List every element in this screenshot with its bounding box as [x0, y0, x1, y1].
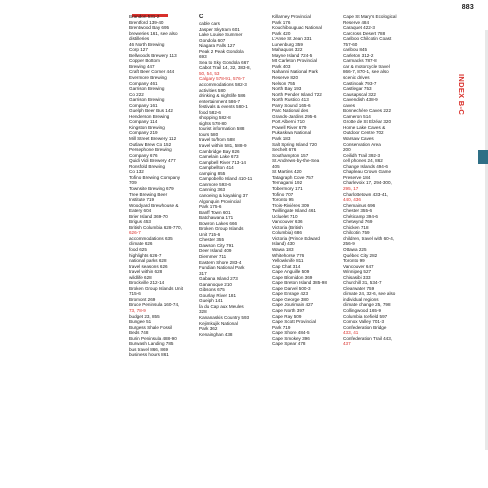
index-entry: Co 132 [129, 169, 144, 175]
index-entry: drinking & nightlife 586 [199, 93, 246, 99]
index-entry: Craft Beer Corner 444 [129, 69, 175, 75]
index-entry: Burwash Landing 785 [129, 341, 174, 347]
index-entry: climate 626 [129, 241, 153, 247]
index-entry: Park 175-6 [199, 204, 222, 210]
index-entry: caribou 845 [343, 47, 368, 53]
index-entry: Bonnechère Caves 222 [343, 108, 392, 114]
index-entry: Brier Island 369-70 [129, 213, 168, 219]
index-entry: Algonquin Provincial [199, 198, 241, 204]
index-entry: 405 [272, 163, 280, 169]
index-entry: Charlevoix 17, 294-300, [343, 180, 392, 186]
index-entry: Ottawa 225 [343, 246, 367, 252]
index-entry: Castlegar 753 [343, 86, 372, 92]
index-entry: Eastern Shore 283-4 [199, 259, 242, 265]
index-entry: Burgess Shale Fossil [129, 324, 173, 330]
index-entry: 440, 436 [343, 197, 361, 203]
index-entry: 437 [343, 341, 351, 347]
index-entry: Tofino Brewing Company [129, 174, 181, 180]
index-entry: Park 420 [272, 30, 291, 36]
index-entry: Burin Peninsula 488-90 [129, 335, 177, 341]
index-entry: Comox Valley 701-3 [343, 319, 385, 325]
index-entry: Bowron Lakes 666 [199, 220, 238, 226]
index-entry: Diemmer 711 [199, 253, 227, 259]
index-entry: Vancouver 647 [343, 263, 374, 269]
index-letter-heading: C [199, 14, 204, 20]
index-entry: accommodations 635 [129, 235, 173, 241]
index-entry: Niagara Falls 127 [199, 43, 236, 49]
index-entry: Batchawana 171 [199, 215, 234, 221]
index-entry: food 625 [129, 246, 147, 252]
index-entry: Lunenburg 359 [272, 41, 303, 47]
index-entry: national parks 628 [129, 258, 167, 264]
index-entry: Cabot Trail 14, 32, 383-8, [199, 65, 251, 71]
index-entry: 693 [199, 54, 207, 60]
index-entry: Confederation Bridge [343, 324, 387, 330]
index-entry: Port Alberni 710 [272, 119, 305, 125]
index-entry: Co 222 [129, 91, 144, 97]
index-entry: Cape Anguille 509 [272, 269, 310, 275]
index-entry: Confederation Trail 443, [343, 335, 393, 341]
index-entry: Canning 363 [199, 187, 226, 193]
index-entry: Brentwood Bay 695 [129, 25, 170, 31]
index-entry: Company 676 [129, 152, 158, 158]
index-entry: Chéticamp 394-6 [343, 213, 378, 219]
index-entry: Kingston Brewing [129, 124, 165, 130]
index-entry: Cape North 397 [272, 307, 305, 313]
index-entry: Beds 748 [129, 330, 149, 336]
index-entry: Chapleau Crown Game [343, 169, 392, 175]
index-entry: North Rustico 413 [272, 97, 309, 103]
index-entry: Calgary 578-91, 576-7 [199, 76, 245, 82]
index-entry: Fundian National Park [199, 265, 245, 271]
index-entry: Bruce Peninsula 160-74, [129, 302, 180, 308]
index-entry: Deer Island 409 [199, 248, 232, 254]
index-entry: Kananaskis Country 593 [199, 314, 250, 320]
index-entry: sights 578-80 [199, 120, 227, 126]
index-entry: North Pender Island 722 [272, 91, 322, 97]
index-entry: canoeing & kayaking 37 [199, 192, 248, 198]
index-entry: Bungee 51 [129, 319, 152, 325]
index-column-4 [343, 14, 411, 347]
index-entry: Cameron 514 [343, 113, 371, 119]
index-entry: Park 719 [272, 324, 291, 330]
index-column-1 [129, 14, 193, 358]
index-entry: 46 North Brewing [129, 41, 165, 47]
index-entry: breweries 161, see also [129, 30, 178, 36]
index-entry: Yellowknife 811 [272, 258, 304, 264]
index-entry: 757-60 [343, 41, 358, 47]
index-entry: Cape Enrage 423 [272, 291, 309, 297]
index-entry: Mill Street Brewery 112 [129, 136, 177, 142]
index-entry: Québec City 282 [343, 252, 378, 258]
index-entry: Brewing 447 [129, 63, 155, 69]
index-entry: Tofino 707 [272, 191, 294, 197]
index-entry: accommodations 582-3 [199, 82, 247, 88]
index-entry: Cariboo Chilcotin Coast [343, 36, 392, 42]
index-entry: 256-9 [343, 241, 355, 247]
index-entry: Company 219 [129, 130, 158, 136]
index-entry: Pukaskwa National [272, 130, 312, 136]
index-entry: Gabana Island 273 [199, 276, 238, 282]
index-entry: Gananoque 210 [199, 281, 232, 287]
index-column-2 [199, 14, 269, 337]
index-entry: Castinoak 793-7 [343, 80, 377, 86]
index-entry: Toronto 99 [343, 258, 365, 264]
index-entry: Chemainus 696 [343, 202, 376, 208]
index-entry: Campobello Island 410-11 [199, 176, 253, 182]
index-entry: Henderson Brewing [129, 113, 170, 119]
index-entry: climate change 25, 798 [343, 302, 391, 308]
index-entry: Gourlay River 181 [199, 292, 237, 298]
index-entry: travel within 628 [129, 269, 163, 275]
index-entry: Trois-Rivières 309 [272, 202, 310, 208]
index-entry: tours 580 [199, 131, 219, 137]
index-entry: Mahaquos 322 [272, 47, 303, 53]
index-entry: travel seasons 626 [129, 263, 168, 269]
index-entry: Toronto 95 [272, 197, 294, 203]
index-entry: Garrison Brewing [129, 86, 165, 92]
index-entry: Woodyard Brewhouse & [129, 202, 179, 208]
index-entry: travel within 581, 588-9 [199, 143, 247, 149]
index-entry: children, travel with 60-4, [343, 235, 395, 241]
index-entry: Mt Carleton Provincial [272, 58, 317, 64]
index-entry: Churchill 31, 534-7 [343, 280, 382, 286]
index-entry: Gibsons 675 [199, 287, 225, 293]
index-entry: Sea to Sky Gondola 667 [199, 59, 249, 65]
index-entry: Broken Group Islands Unit [129, 285, 183, 291]
index-entry: Grands-Jardins 295-6 [272, 113, 317, 119]
index-entry: Outlaw Brew Co 152 [129, 141, 172, 147]
index-entry: Twillingate Island 461 [272, 208, 316, 214]
index-entry: Tatagraph Cove 757 [272, 174, 314, 180]
index-entry: 200 [343, 147, 351, 153]
index-entry: Evermore Brewing [129, 75, 167, 81]
sidebar-index-label: INDEX B-C [457, 74, 466, 116]
index-entry: Gueiph 141 [199, 298, 223, 304]
page-number: 883 [461, 4, 474, 11]
index-entry: Park 403 [272, 63, 291, 69]
index-entry: 328 [199, 309, 207, 315]
index-entry: Whitehorse 776 [272, 252, 305, 258]
index-entry: Cavendish 438-9 [343, 97, 378, 103]
index-entry: Reserve 484 [343, 19, 370, 25]
index-entry: Parc National des [272, 108, 309, 114]
index-entry: Winnipeg 527 [343, 269, 372, 275]
index-entry: Cape Spear 478 [272, 341, 306, 347]
index-entry: wildlife 628 [129, 274, 152, 280]
index-entry: Campbellton 414 [199, 165, 234, 171]
index-entry: Carleton 312-2 [343, 52, 374, 58]
index-entry: Nahanni National Park [272, 69, 318, 75]
index-entry: 433, 41 [343, 330, 359, 336]
index-entry: Cape Scott Provincial [272, 319, 316, 325]
index-entry: Kenainghan 438 [199, 331, 233, 337]
index-entry: budget 23, 855 [129, 313, 160, 319]
index-entry: Tobermory 171 [272, 185, 303, 191]
index-entry: Causapscal 322 [343, 91, 376, 97]
index-entry: cable cars [199, 21, 220, 26]
index-entry: Victoria (British [272, 224, 303, 230]
index-entry: 73, 78-9 [129, 307, 146, 313]
index-entry: Dawson City 791 [199, 242, 234, 248]
index-entry: 50, 54, 53 [199, 70, 220, 76]
index-entry: Bellwoods Brewery 113 [129, 52, 177, 58]
index-entry: tourist information 588 [199, 126, 245, 132]
index-entry: scenic drives [343, 75, 370, 81]
index-entry: Brentford 139-40 [129, 19, 164, 25]
index-entry: Bromont 269 [129, 296, 156, 302]
chapter-edge-tab [478, 150, 488, 164]
index-entry: British Columbia 628-770, [129, 224, 182, 230]
index-entry: Park 176 [272, 19, 291, 25]
index-entry: Salt Spring Island 720 [272, 141, 317, 147]
index-entry: Kouchibouguac National [272, 25, 322, 31]
index-entry: Îa du Cap aux Meules [199, 303, 244, 309]
index-entry: Parry Sound 165-6 [272, 102, 311, 108]
index-entry: Canmore 593-6 [199, 181, 231, 187]
index-entry: Cape Smokey 396 [272, 335, 310, 341]
index-entry: Conservation Area [343, 141, 381, 147]
index-entry: Park 183 [272, 136, 291, 142]
index-entry: business hours 861 [129, 352, 169, 358]
index-entry: Columbia Icefield 597 [343, 313, 388, 319]
index-entry: Warsaw Caves [343, 136, 374, 142]
index-entry: Tree Brewing Beer [129, 191, 168, 197]
index-entry: festivals & events 580-1 [199, 104, 248, 110]
index-entry: individual regions [343, 296, 379, 302]
index-entry: Powell River 679 [272, 124, 307, 130]
index-entry: Chester 355 [199, 237, 225, 243]
index-entry: Broken Group Islands [199, 226, 244, 232]
index-entry: Chetwynd 769 [343, 219, 373, 225]
index-entry: St Andrews-by-the-Sea [272, 158, 320, 164]
index-entry: Southampton 157 [272, 152, 309, 158]
index-entry: Clearwater 759 [343, 285, 375, 291]
index-entry: Chilcotin 759 [343, 230, 370, 236]
index-entry: Townsite Brewing 679 [129, 185, 174, 191]
index-entry: Nelson 755 [272, 80, 296, 86]
index-entry: Chisasibi 333 [343, 274, 371, 280]
index-entry: Kejimkujik National [199, 320, 238, 326]
index-entry: Company 461 [129, 80, 158, 86]
index-entry: Reserve 820 [272, 75, 299, 81]
index-entry: Jasper Skytram 601 [199, 26, 240, 32]
index-entry: Home Lake Caves & [343, 124, 386, 130]
index-entry: Persephone Brewing [129, 147, 172, 153]
index-entry: Banff Town 601 [199, 209, 231, 215]
index-entry: Gondola 607 [199, 37, 226, 43]
index-entry: shopping 582-8 [199, 115, 231, 121]
index-entry: North Bay 193 [272, 86, 302, 92]
index-entry: 709 [129, 180, 137, 186]
index-entry: Guelph Beer Bus 142 [129, 108, 173, 114]
index-entry: Peak 2 Peak Gondola [199, 48, 244, 54]
index-entry: Collingwood 165-9 [343, 307, 382, 313]
index-entry: Outdoor Centre 702 [343, 130, 384, 136]
index-entry: St Martins 420 [272, 169, 302, 175]
index-entry: Campbell River 713-14 [199, 159, 246, 165]
index-entry: Cambridge Bay 826 [199, 148, 240, 154]
index-entry: Chicken 718 [343, 224, 369, 230]
index-entry: Victoria (Prince Edward [272, 235, 320, 241]
index-entry: Park 362 [199, 326, 218, 332]
index-column-3 [272, 14, 340, 347]
index-entry: Ucluelet 710 [272, 213, 298, 219]
index-entry: Vancouver 636 [272, 219, 303, 225]
index-entry: 866-7, 870-1, see also [343, 69, 389, 75]
index-entry: Charlottetown 433-41, [343, 191, 389, 197]
index-entry: caves [343, 102, 356, 108]
index-entry: Institute 719 [129, 197, 155, 203]
index-entry: Cape Ray 509 [272, 313, 302, 319]
index-entry: Lake Louise Summer [199, 32, 243, 38]
index-entry: Camelain Lake 673 [199, 154, 239, 160]
index-entry: Brigus 453 [129, 219, 151, 225]
index-entry: Corp 127 [129, 47, 148, 53]
index-entry: Wawa 183 [272, 246, 294, 252]
index-entry: Cape St Mary's Ecological [343, 14, 397, 19]
index-entry: Preserve 184 [343, 174, 371, 180]
index-entry: Columbia) 686 [272, 230, 302, 236]
index-entry: Carmacks 787-8 [343, 58, 377, 64]
index-entry: 626-7 [129, 230, 141, 236]
index-entry: activities 580 [199, 87, 226, 93]
index-entry: Killarney Provincial [272, 14, 311, 19]
index-entry: Caraquet 422-3 [343, 25, 375, 31]
index-entry: Chester 355-6 [343, 208, 373, 214]
index-entry: Brockville 212-14 [129, 280, 165, 286]
index-entry: climate 24, 32-6, see also [343, 291, 396, 297]
index-entry: Cape Jourimain 427 [272, 302, 314, 308]
index-entry: Grotte de St Elzéar 320 [343, 119, 392, 125]
index-entry: Garrison Brewing [129, 97, 165, 103]
index-entry: Cape Shore 484-5 [272, 330, 310, 336]
index-entry: Sechelt 676 [272, 147, 297, 153]
index-entry: Island) 430 [272, 241, 295, 247]
index-entry: 317 [199, 270, 207, 276]
index-entry: Brandon 531-2 [129, 14, 160, 19]
index-entry: Cape Blomidon 369 [272, 274, 313, 280]
index-entry: highlights 626-7 [129, 252, 162, 258]
index-entry: camping 855 [199, 170, 226, 176]
index-entry: entertainment 586-7 [199, 98, 241, 104]
index-entry: Cape Breton Island 385-98 [272, 280, 327, 286]
index-entry: Mayne Island 724-5 [272, 52, 313, 58]
index-entry: cell phones 24, 862 [343, 158, 383, 164]
index-entry: Cape Darvel 500-3 [272, 285, 311, 291]
index-entry: bus travel 866, 869 [129, 346, 169, 352]
index-entry: Ronsfold Brewing [129, 163, 166, 169]
index-entry: Ceilidh Trail 392-3 [343, 152, 381, 158]
index-entry: Cape George 380 [272, 296, 309, 302]
index-entry: 295, 17 [343, 185, 359, 191]
index-entry: car & motorcycle travel [343, 63, 390, 69]
index-entry: Change Islands 494-6 [343, 163, 388, 169]
index-entry: Copper Bottom [129, 58, 160, 64]
index-entry: Unit 715-6 [199, 231, 221, 237]
index-entry: Cap Chat 314 [272, 263, 301, 269]
index-entry: Temagami 192 [272, 180, 303, 186]
index-entry: travel to/from 588 [199, 137, 235, 143]
index-entry: L'Anse St Jean 331 [272, 36, 312, 42]
index-entry: Company 161 [129, 102, 158, 108]
index-entry: Company 114 [129, 119, 158, 125]
index-entry: 715-6 [129, 291, 141, 297]
index-entry: distilleries [129, 36, 150, 42]
index-entry: Eatery 604 [129, 208, 152, 214]
index-entry: Carcross Desert 788 [343, 30, 386, 36]
index-entry: food 582-6 [199, 109, 221, 115]
index-entry: Quidi Vidi Brewery 477 [129, 158, 176, 164]
